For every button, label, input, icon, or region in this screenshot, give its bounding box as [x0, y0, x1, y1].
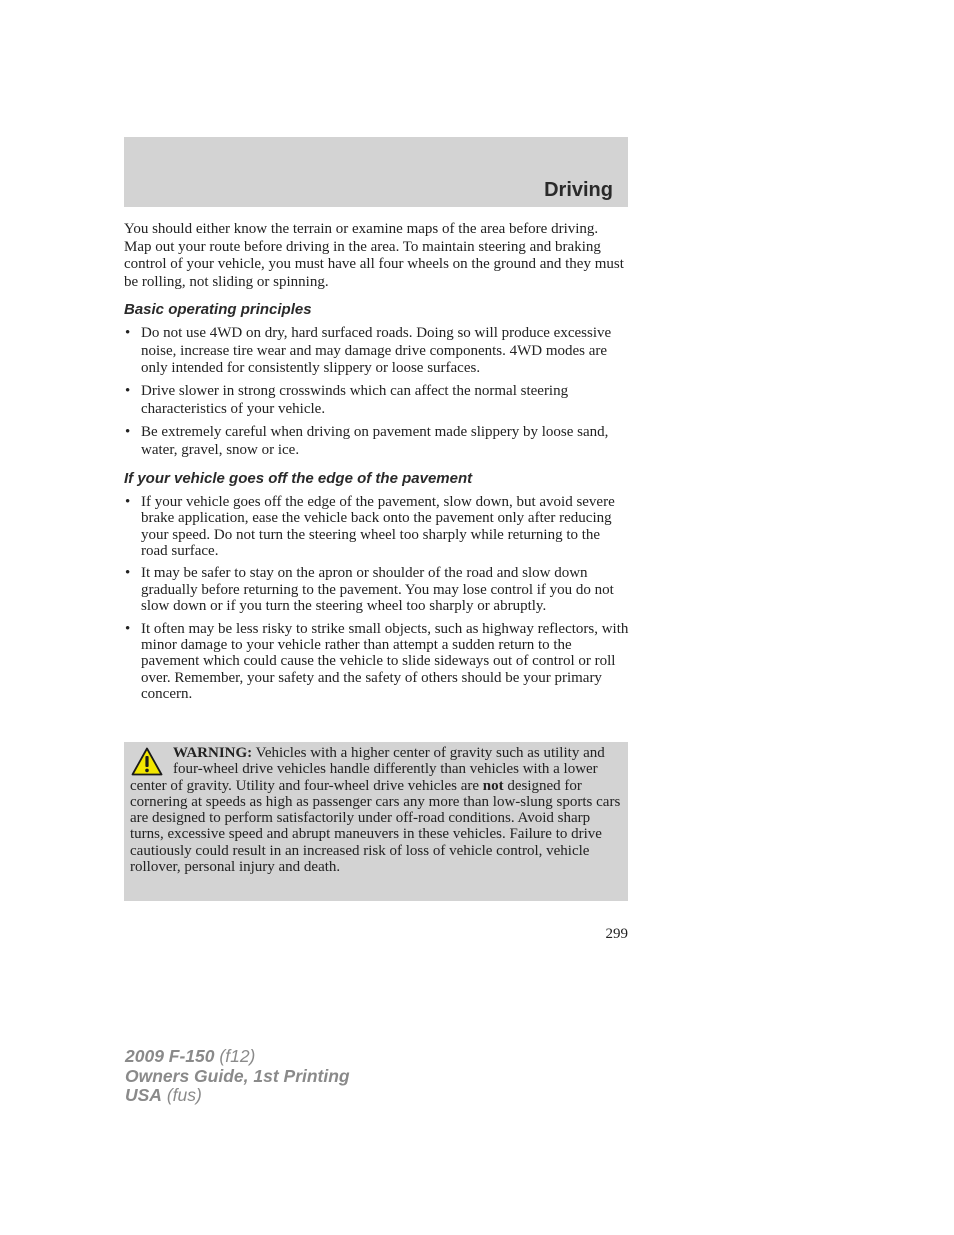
warning-text — [130, 745, 624, 875]
list-item: • It may be safer to stay on the apron or shoulder of the road and slow down gradually before returning to the pavement. You may lose control if you do not slow down or if you turn the steering wheel too sharply or abruptly. — [124, 565, 629, 614]
main-content — [124, 221, 629, 709]
basic-principles-list — [124, 325, 629, 460]
intro-paragraph: You should either know the terrain or examine maps of the area before driving. Map out your route before driving in the area. To maintain steering and braking control of your vehicle, you must have all four wheels on the ground and they must be rolling, not sliding or spinning. — [124, 221, 624, 291]
list-item: • Drive slower in strong crosswinds which can affect the normal steering characteristics of your vehicle. — [124, 383, 629, 418]
page-number: 299 — [605, 926, 628, 942]
footer-line-guide: Owners Guide, 1st Printing — [125, 1065, 350, 1086]
warning-text-before: Vehicles with a higher center of gravity such as utility and four-wheel drive vehicles handle differently than vehicles with a lower center of gravity. Utility and four-wheel drive vehicles are — [130, 745, 605, 794]
footer-model-code: (f12) — [219, 1046, 256, 1066]
warning-emphasis: not — [482, 777, 504, 794]
document-footer — [125, 1047, 350, 1106]
list-item: • It often may be less risky to strike small objects, such as highway reflectors, with minor damage to your vehicle rather than attempt a sudden return to the pavement which could cause the vehicle to slide sideways out of control or roll over. Remember, your safety and the safety of others should be your primary concern. — [124, 621, 629, 703]
footer-market-code: (fus) — [166, 1085, 202, 1105]
warning-box — [124, 742, 628, 901]
warning-label: WARNING: — [173, 745, 253, 761]
section-header-band — [124, 137, 628, 207]
list-item: • Be extremely careful when driving on pavement made slippery by loose sand, water, gravel, snow or ice. — [124, 424, 629, 459]
warning-text-after: designed for cornering at speeds as high as passenger cars any more than low-slung sports cars are designed to perform satisfactorily under off-road conditions. Avoid sharp turns, excessive speed and abrupt maneuvers in these vehicles. Failure to drive cautiously could result in an increased risk of loss of vehicle control, vehicle rollover, personal injury and death. — [130, 777, 621, 876]
heading-off-pavement: If your vehicle goes off the edge of the pavement — [124, 469, 473, 487]
list-item: • If your vehicle goes off the edge of the pavement, slow down, but avoid severe brake application, ease the vehicle back onto the pavement only after reducing your speed. Do not turn the steering wheel too sharply while returning to the road surface. — [124, 494, 629, 560]
footer-market: USA — [125, 1085, 162, 1105]
list-item: • Do not use 4WD on dry, hard surfaced roads. Doing so will produce excessive noise, increase tire wear and may damage drive components. 4WD modes are only intended for consistently slippery or loose surfaces. — [124, 325, 629, 378]
footer-line-market — [125, 1086, 350, 1106]
footer-model: 2009 F-150 — [125, 1046, 215, 1066]
heading-basic-operating-principles: Basic operating principles — [124, 300, 312, 318]
footer-line-model — [125, 1047, 350, 1067]
off-pavement-list — [124, 494, 629, 703]
section-title: Driving — [544, 179, 613, 201]
